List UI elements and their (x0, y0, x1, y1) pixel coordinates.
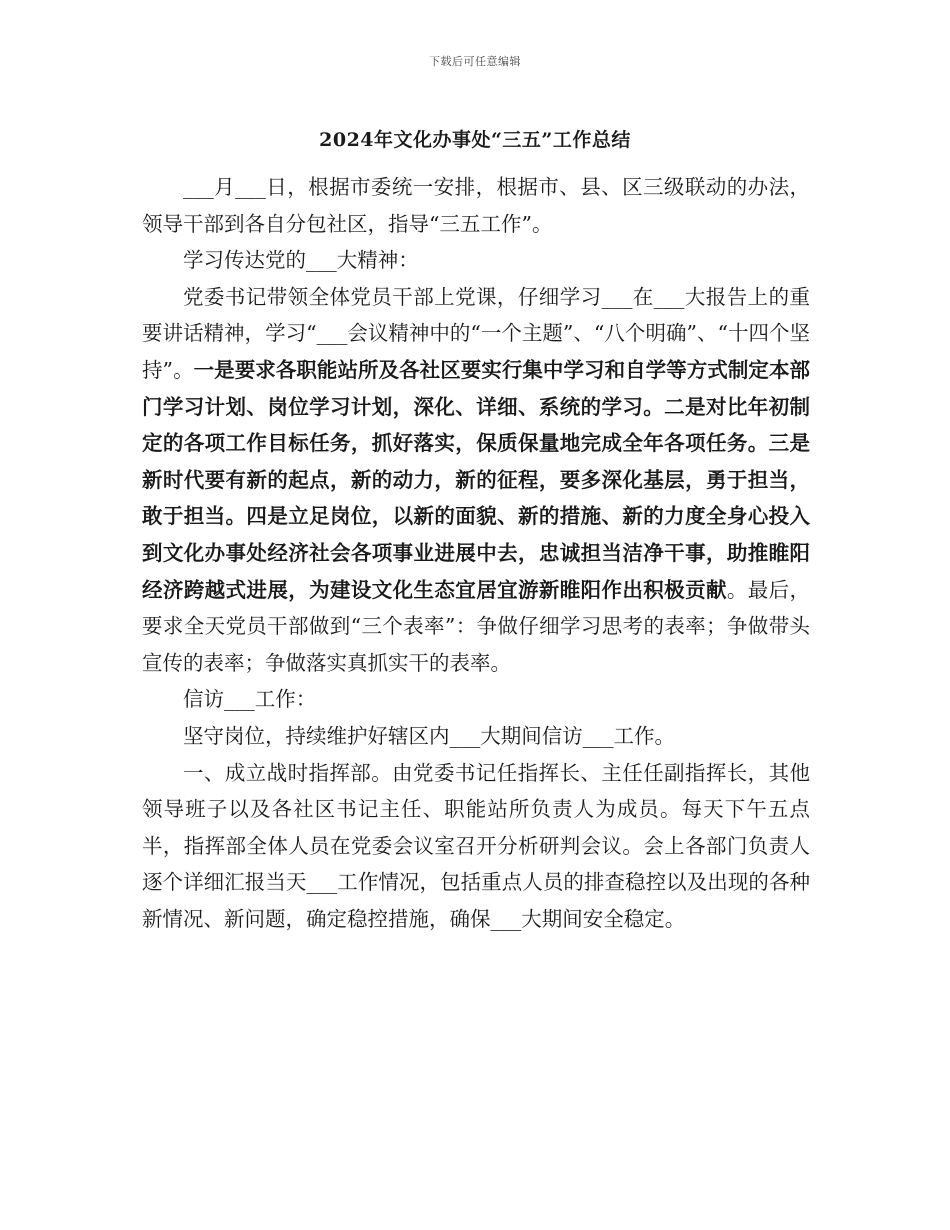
header-note: 下载后可任意编辑 (429, 55, 521, 68)
paragraph-study-heading: 学习传达党的___大精神： (183, 248, 419, 273)
paragraph-command-post: 一、成立战时指挥部。由党委书记任指挥长、主任任副指挥长，其他领导班子以及各社区书记主任、职能站所负责人为成员。每天下午五点半，指挥部全体人员在党委会议室召开分析研判会议。会上各部门负责人逐个详细汇报当天___工作情况，包括重点人员的排查稳控以及出现的各种新情况、新问题，确定稳控措施，确保___大期间安全稳定。 (142, 760, 810, 931)
paragraph-study-content (142, 279, 810, 682)
document-body (142, 169, 810, 937)
paragraph-petition-content: 坚守岗位，持续维护好辖区内___大期间信访___工作。 (183, 723, 675, 748)
paragraph-petition-heading: 信访___工作： (183, 687, 317, 712)
document-title: 2024年文化办事处“三五”工作总结 (319, 129, 631, 151)
paragraph-study-tail: 。最后，要求全天党员干部做到“三个表率”：争做仔细学习思考的表率；争做带头宣传的表率；争做落实真抓实干的表率。 (142, 577, 811, 675)
paragraph-intro: ___月___日，根据市委统一安排，根据市、县、区三级联动的办法，领导干部到各自分包社区，指导“三五工作”。 (142, 175, 810, 236)
paragraph-study-lead: 党委书记带领全体党员干部上党课，仔细学习___在___大报告上的重要讲话精神，学习“___会议精神中的“一个主题”、“八个明确”、“十四个坚持”。 (142, 284, 810, 382)
paragraph-study-bold: 一是要求各职能站所及各社区要实行集中学习和自学等方式制定本部门学习计划、岗位学习计划，深化、详细、系统的学习。二是对比年初制定的各项工作目标任务，抓好落实，保质保量地完成全年各项任务。三是新时代要有新的起点，新的动力，新的征程，要多深化基层，勇于担当，敢于担当。四是立足岗位，以新的面貌、新的措施、新的力度全身心投入到文化办事处经济社会各项事业进展中去，忠诚担当洁净干事，助推睢阳经济跨越式进展，为建设文化生态宜居宜游新睢阳作出积极贡献 (142, 357, 810, 602)
